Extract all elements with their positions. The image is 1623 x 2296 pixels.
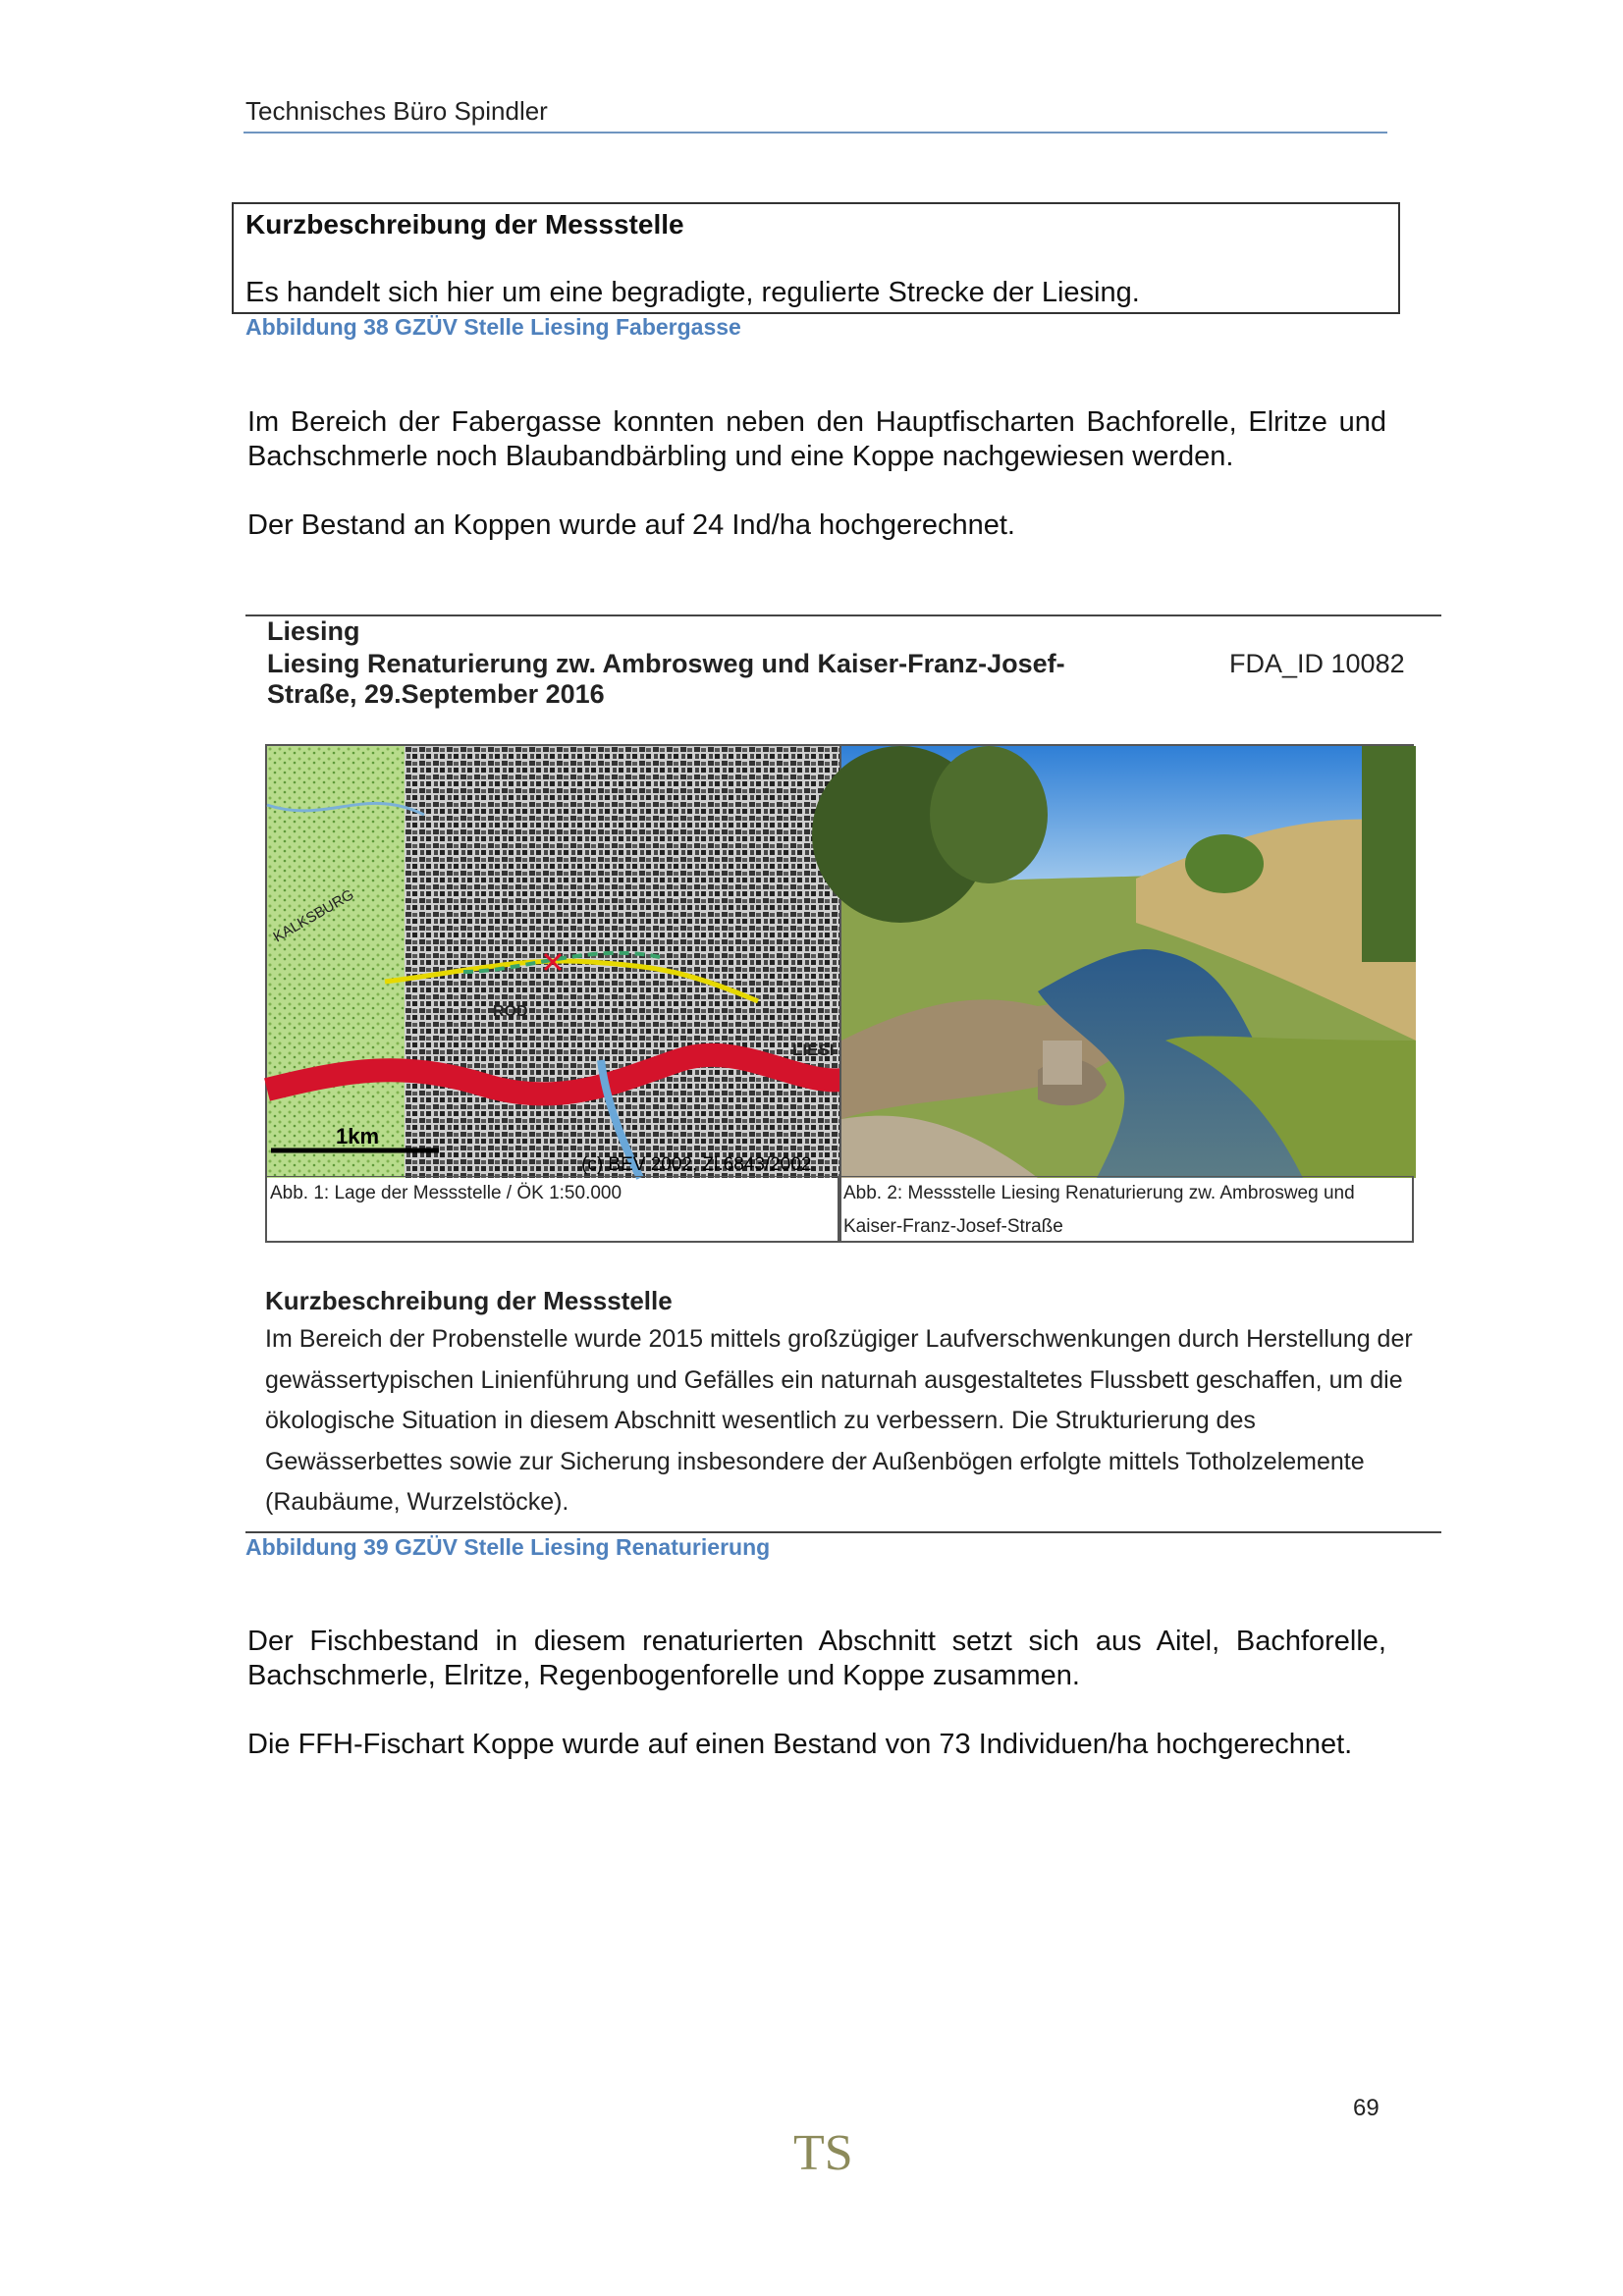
map-label-kalksburg: KALKSBURG bbox=[270, 885, 357, 946]
figure-38-caption: Abbildung 38 GZÜV Stelle Liesing Fabergasse bbox=[245, 314, 741, 340]
page-number: 69 bbox=[1353, 2095, 1380, 2121]
photo-caption-line1: Abb. 2: Messstelle Liesing Renaturierung zw. Ambrosweg und bbox=[843, 1183, 1355, 1203]
photo-caption-line2: Kaiser-Franz-Josef-Straße bbox=[843, 1216, 1063, 1237]
map-scale-label: 1km bbox=[336, 1124, 380, 1148]
map-graphic bbox=[267, 746, 841, 1178]
ts-logo-icon bbox=[791, 2118, 853, 2181]
figure-top-rule bbox=[245, 614, 1441, 616]
paragraph-fish-stock: Der Fischbestand in diesem renaturierten Abschnitt setzt sich aus Aitel, Bachforelle, Bachschmerle, Elritze, Regenbogenforelle und Koppe zusammen. bbox=[247, 1626, 1386, 1691]
svg-text:TS: TS bbox=[793, 2125, 853, 2181]
figure-description-title: Kurzbeschreibung der Messstelle bbox=[265, 1286, 673, 1315]
figure-39-caption: Abbildung 39 GZÜV Stelle Liesing Renaturierung bbox=[245, 1534, 771, 1560]
paragraph-fabergasse-species: Im Bereich der Fabergasse konnten neben den Hauptfischarten Bachforelle, Elritze und Bachschmerle noch Blaubandbärbling und eine Koppe nachgewiesen werden. bbox=[247, 406, 1386, 472]
paragraph-koppe-estimate: Die FFH-Fischart Koppe wurde auf einen Bestand von 73 Individuen/ha hochgerechnet. bbox=[247, 1729, 1353, 1760]
figure-title-site: Liesing Renaturierung zw. Ambrosweg und Kaiser-Franz-Josef-Straße, 29.September 2016 bbox=[267, 649, 1065, 709]
photo-graphic bbox=[841, 746, 1416, 1178]
figure-bottom-rule bbox=[245, 1531, 1441, 1533]
figure-description-text: Im Bereich der Probenstelle wurde 2015 mittels großzügiger Laufverschwenkungen durch Herstellung der gewässertypischen Linienführung und Gefälles ein naturnah ausgestaltetes Flussbett geschaffen, um die ökologische Situation in diesem Abschnitt wesentlich zu verbessern. Die Strukturierung des Gewässerbettes sowie zur Sicherung insbesondere der Außenbögen erfolgte mittels Totholzelemente (Raubäume, Wurzelstöcke). bbox=[265, 1325, 1413, 1516]
header-company: Technisches Büro Spindler bbox=[245, 96, 548, 126]
map-copyright: (c) BEV 2002, Zl.6843/2002 bbox=[581, 1154, 812, 1175]
location-map bbox=[265, 744, 839, 1176]
figure-fda-id: FDA_ID 10082 bbox=[1229, 649, 1405, 678]
description-box-title: Kurzbeschreibung der Messstelle bbox=[245, 209, 684, 240]
figure-title-river: Liesing bbox=[267, 616, 360, 646]
map-label-liesing: LIESI bbox=[792, 1041, 835, 1059]
site-photo bbox=[839, 744, 1414, 1176]
map-label-rod: ROD bbox=[493, 1003, 528, 1020]
description-box-text: Es handelt sich hier um eine begradigte, regulierte Strecke der Liesing. bbox=[245, 277, 1140, 308]
company-logo bbox=[791, 2118, 853, 2182]
map-caption: Abb. 1: Lage der Messstelle / ÖK 1:50.000 bbox=[270, 1183, 622, 1203]
paragraph-koppen-estimate: Der Bestand an Koppen wurde auf 24 Ind/ha hochgerechnet. bbox=[247, 509, 1015, 541]
header-rule bbox=[243, 132, 1387, 133]
